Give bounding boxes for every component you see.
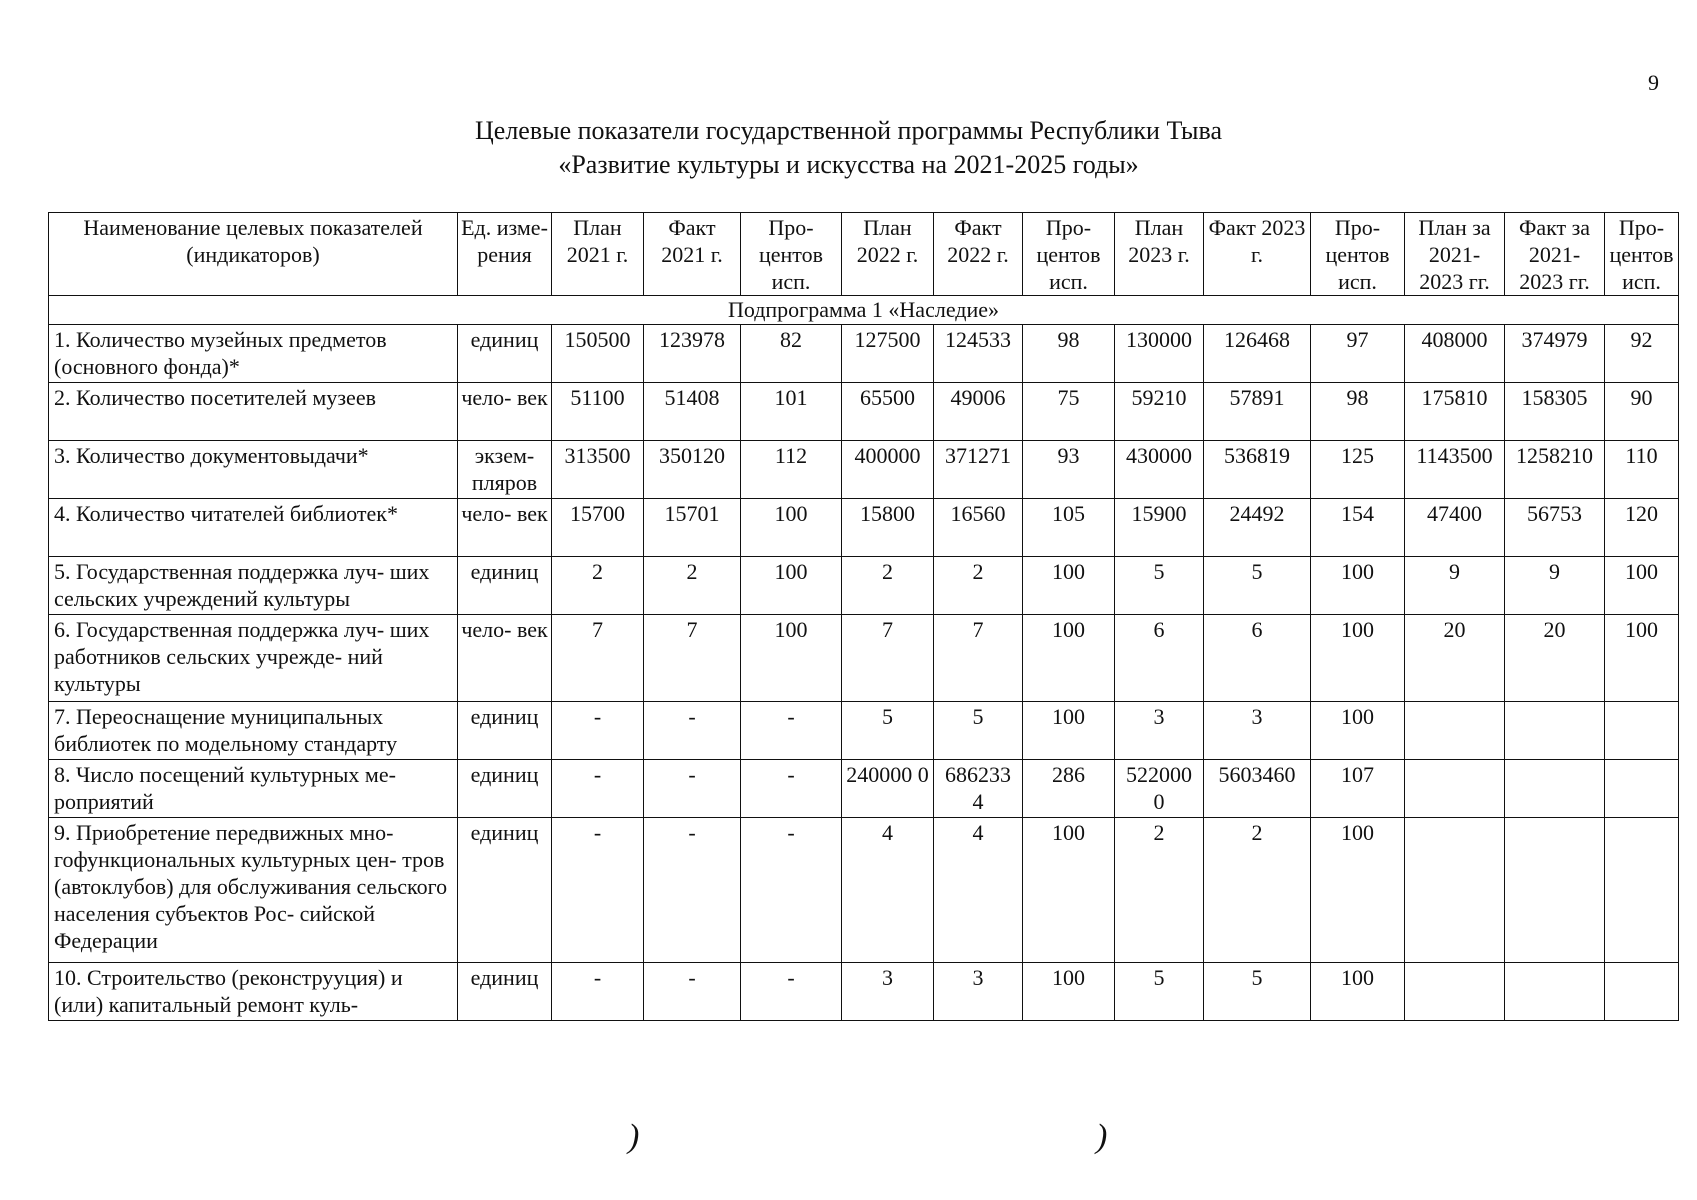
value-cell: 124533	[934, 325, 1023, 383]
indicator-unit: экзем- пляров	[458, 441, 552, 499]
subprogram-title: Подпрограмма 1 «Наследие»	[49, 296, 1679, 325]
indicator-name: 1. Количество музейных предметов (основного фонда)*	[49, 325, 458, 383]
value-cell: -	[741, 818, 842, 963]
indicator-unit: единиц	[458, 557, 552, 615]
indicator-name: 3. Количество документовыдачи*	[49, 441, 458, 499]
value-cell: 100	[1311, 557, 1405, 615]
value-cell: 130000	[1115, 325, 1204, 383]
value-cell: 5	[1115, 963, 1204, 1021]
value-cell: 15900	[1115, 499, 1204, 557]
indicator-unit: чело- век	[458, 383, 552, 441]
value-cell: 374979	[1505, 325, 1605, 383]
value-cell	[1505, 702, 1605, 760]
value-cell: 100	[1311, 963, 1405, 1021]
value-cell: 16560	[934, 499, 1023, 557]
value-cell: -	[741, 702, 842, 760]
value-cell: 123978	[644, 325, 741, 383]
column-header-6: Факт 2022 г.	[934, 213, 1023, 296]
indicator-unit: единиц	[458, 963, 552, 1021]
value-cell	[1505, 963, 1605, 1021]
value-cell: 100	[741, 557, 842, 615]
value-cell: 2	[1204, 818, 1311, 963]
value-cell: 2	[644, 557, 741, 615]
value-cell: 100	[1023, 818, 1115, 963]
value-cell: 125	[1311, 441, 1405, 499]
value-cell: 9	[1405, 557, 1505, 615]
value-cell: -	[644, 963, 741, 1021]
value-cell: 7	[552, 615, 644, 702]
value-cell: -	[644, 702, 741, 760]
value-cell: 90	[1605, 383, 1679, 441]
column-header-11: План за 2021- 2023 гг.	[1405, 213, 1505, 296]
value-cell: 59210	[1115, 383, 1204, 441]
value-cell: 9	[1505, 557, 1605, 615]
value-cell: 371271	[934, 441, 1023, 499]
value-cell: 6	[1115, 615, 1204, 702]
value-cell: 100	[1023, 615, 1115, 702]
value-cell: 350120	[644, 441, 741, 499]
value-cell: 92	[1605, 325, 1679, 383]
value-cell	[1605, 760, 1679, 818]
value-cell: 51100	[552, 383, 644, 441]
value-cell: 15700	[552, 499, 644, 557]
value-cell: 15701	[644, 499, 741, 557]
value-cell: 3	[934, 963, 1023, 1021]
value-cell: 110	[1605, 441, 1679, 499]
value-cell: 100	[741, 499, 842, 557]
value-cell: 4	[934, 818, 1023, 963]
value-cell: 686233 4	[934, 760, 1023, 818]
value-cell: 65500	[842, 383, 934, 441]
column-header-2: План 2021 г.	[552, 213, 644, 296]
value-cell: 154	[1311, 499, 1405, 557]
value-cell: 112	[741, 441, 842, 499]
value-cell	[1605, 963, 1679, 1021]
column-header-7: Про- центов исп.	[1023, 213, 1115, 296]
value-cell: 5	[1204, 963, 1311, 1021]
value-cell	[1505, 818, 1605, 963]
value-cell: 75	[1023, 383, 1115, 441]
value-cell: -	[552, 760, 644, 818]
value-cell: 5603460	[1204, 760, 1311, 818]
indicator-name: 2. Количество посетителей музеев	[49, 383, 458, 441]
value-cell: 127500	[842, 325, 934, 383]
column-header-8: План 2023 г.	[1115, 213, 1204, 296]
value-cell: 522000 0	[1115, 760, 1204, 818]
value-cell: -	[741, 963, 842, 1021]
value-cell: 2	[934, 557, 1023, 615]
value-cell: -	[644, 760, 741, 818]
table-row	[49, 383, 1679, 441]
value-cell: 100	[1023, 702, 1115, 760]
value-cell	[1405, 702, 1505, 760]
value-cell	[1505, 760, 1605, 818]
indicator-name: 4. Количество читателей библиотек*	[49, 499, 458, 557]
value-cell: 7	[934, 615, 1023, 702]
document-title	[0, 114, 1697, 182]
target-indicators-table	[48, 212, 1679, 1021]
value-cell	[1605, 702, 1679, 760]
value-cell: 158305	[1505, 383, 1605, 441]
value-cell: 286	[1023, 760, 1115, 818]
value-cell: 408000	[1405, 325, 1505, 383]
table-row	[49, 818, 1679, 963]
table-row	[49, 325, 1679, 383]
column-header-1: Ед. изме- рения	[458, 213, 552, 296]
document-title-line-1: Целевые показатели государственной программы Республики Тыва	[475, 116, 1222, 145]
value-cell: 2	[842, 557, 934, 615]
value-cell: 3	[1204, 702, 1311, 760]
value-cell: 240000 0	[842, 760, 934, 818]
value-cell: -	[552, 818, 644, 963]
value-cell: 98	[1311, 383, 1405, 441]
value-cell: 120	[1605, 499, 1679, 557]
value-cell: 49006	[934, 383, 1023, 441]
value-cell: 100	[1023, 963, 1115, 1021]
value-cell: 7	[842, 615, 934, 702]
indicator-name: 9. Приобретение передвижных мно- гофункциональных культурных цен- тров (автоклубов) для обслуживания сельского населения субъектов Рос- сийской Федерации	[49, 818, 458, 963]
value-cell	[1405, 963, 1505, 1021]
value-cell: 1258210	[1505, 441, 1605, 499]
page-mark-right: )	[1096, 1118, 1108, 1155]
value-cell: 175810	[1405, 383, 1505, 441]
indicator-unit: единиц	[458, 818, 552, 963]
indicator-name: 8. Число посещений культурных ме- роприятий	[49, 760, 458, 818]
value-cell: 93	[1023, 441, 1115, 499]
table-row	[49, 441, 1679, 499]
column-header-10: Про- центов исп.	[1311, 213, 1405, 296]
value-cell: -	[644, 818, 741, 963]
value-cell: 3	[1115, 702, 1204, 760]
table-row	[49, 963, 1679, 1021]
value-cell: 56753	[1505, 499, 1605, 557]
value-cell: 51408	[644, 383, 741, 441]
value-cell: 5	[1115, 557, 1204, 615]
value-cell: -	[741, 760, 842, 818]
indicator-name: 10. Строительство (реконструуция) и (или) капитальный ремонт куль-	[49, 963, 458, 1021]
value-cell: 2	[552, 557, 644, 615]
table-row	[49, 615, 1679, 702]
indicator-name: 7. Переоснащение муниципальных библиотек по модельному стандарту	[49, 702, 458, 760]
value-cell: 100	[1605, 557, 1679, 615]
value-cell: 4	[842, 818, 934, 963]
page-number: 9	[1648, 70, 1659, 95]
value-cell: 5	[934, 702, 1023, 760]
value-cell	[1605, 818, 1679, 963]
value-cell: 100	[1605, 615, 1679, 702]
value-cell: -	[552, 963, 644, 1021]
value-cell: 7	[644, 615, 741, 702]
value-cell: 400000	[842, 441, 934, 499]
value-cell: 101	[741, 383, 842, 441]
value-cell: 82	[741, 325, 842, 383]
indicator-unit: чело- век	[458, 615, 552, 702]
value-cell: 47400	[1405, 499, 1505, 557]
value-cell: 100	[1023, 557, 1115, 615]
document-title-line-2: «Развитие культуры и искусства на 2021-2025 годы»	[558, 150, 1139, 179]
table-row	[49, 702, 1679, 760]
value-cell: 150500	[552, 325, 644, 383]
column-header-9: Факт 2023 г.	[1204, 213, 1311, 296]
value-cell: 15800	[842, 499, 934, 557]
value-cell: 107	[1311, 760, 1405, 818]
indicator-unit: чело- век	[458, 499, 552, 557]
column-header-5: План 2022 г.	[842, 213, 934, 296]
indicator-unit: единиц	[458, 702, 552, 760]
indicator-name: 5. Государственная поддержка луч- ших сельских учреждений культуры	[49, 557, 458, 615]
value-cell: -	[552, 702, 644, 760]
value-cell: 100	[1311, 702, 1405, 760]
indicator-unit: единиц	[458, 760, 552, 818]
value-cell: 1143500	[1405, 441, 1505, 499]
value-cell: 100	[1311, 615, 1405, 702]
column-header-13: Про- центов исп.	[1605, 213, 1679, 296]
value-cell: 24492	[1204, 499, 1311, 557]
indicator-name: 6. Государственная поддержка луч- ших работников сельских учрежде- ний культуры	[49, 615, 458, 702]
table-row	[49, 499, 1679, 557]
value-cell: 536819	[1204, 441, 1311, 499]
value-cell: 313500	[552, 441, 644, 499]
table-header-row	[49, 213, 1679, 296]
value-cell: 20	[1405, 615, 1505, 702]
column-header-3: Факт 2021 г.	[644, 213, 741, 296]
value-cell: 5	[1204, 557, 1311, 615]
table-row	[49, 760, 1679, 818]
value-cell: 105	[1023, 499, 1115, 557]
column-header-0: Наименование целевых показателей (индикаторов)	[49, 213, 458, 296]
column-header-12: Факт за 2021- 2023 гг.	[1505, 213, 1605, 296]
subprogram-row	[49, 296, 1679, 325]
value-cell	[1405, 760, 1505, 818]
value-cell: 20	[1505, 615, 1605, 702]
value-cell	[1405, 818, 1505, 963]
table-row	[49, 557, 1679, 615]
value-cell: 126468	[1204, 325, 1311, 383]
value-cell: 3	[842, 963, 934, 1021]
value-cell: 6	[1204, 615, 1311, 702]
page-mark-left: )	[628, 1118, 640, 1155]
value-cell: 57891	[1204, 383, 1311, 441]
indicator-unit: единиц	[458, 325, 552, 383]
column-header-4: Про- центов исп.	[741, 213, 842, 296]
value-cell: 5	[842, 702, 934, 760]
value-cell: 98	[1023, 325, 1115, 383]
value-cell: 97	[1311, 325, 1405, 383]
value-cell: 2	[1115, 818, 1204, 963]
value-cell: 430000	[1115, 441, 1204, 499]
value-cell: 100	[741, 615, 842, 702]
value-cell: 100	[1311, 818, 1405, 963]
